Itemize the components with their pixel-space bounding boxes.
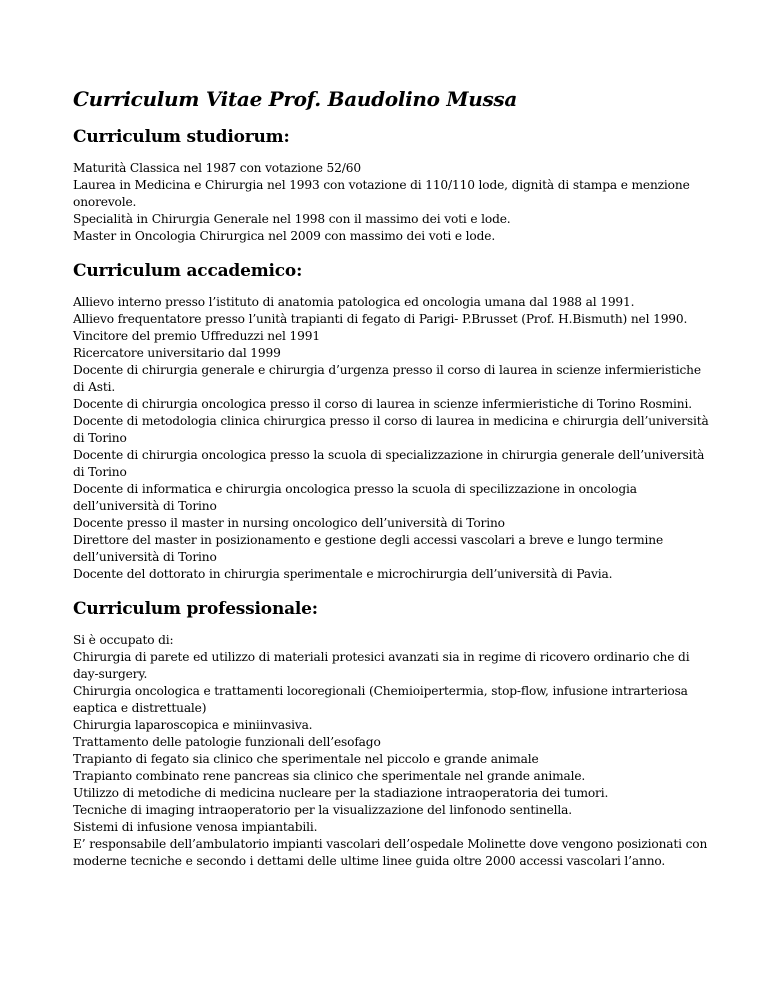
accademico-line: Docente di informatica e chirurgia oncologica presso la scuola di specilizzazione in oncologia dell’università di Torino xyxy=(73,482,637,513)
accademico-line: Vincitore del premio Uffreduzzi nel 1991 xyxy=(73,329,320,343)
accademico-line: Ricercatore universitario dal 1999 xyxy=(73,346,281,360)
accademico-line: Docente di chirurgia oncologica presso la scuola di specializzazione in chirurgia generale dell’università di Torino xyxy=(73,448,705,479)
section-professionale xyxy=(73,598,713,870)
professionale-line: Chirurgia di parete ed utilizzo di materiali protesici avanzati sia in regime di ricovero ordinario che di day-surgery. xyxy=(73,650,690,681)
accademico-line: Allievo frequentatore presso l’unità trapianti di fegato di Parigi- P.Brusset (Prof. H.Bismuth) nel 1990. xyxy=(73,312,688,326)
accademico-line: Docente presso il master in nursing oncologico dell’università di Torino xyxy=(73,516,505,530)
accademico-line: Docente di chirurgia oncologica presso il corso di laurea in scienze infermieristiche di Torino Rosmini. xyxy=(73,397,692,411)
section-studiorum xyxy=(73,126,713,245)
professionale-line: Utilizzo di metodiche di medicina nucleare per la stadiazione intraoperatoria dei tumori. xyxy=(73,786,609,800)
professionale-line: Trapianto di fegato sia clinico che sperimentale nel piccolo e grande animale xyxy=(73,752,539,766)
accademico-line: Docente del dottorato in chirurgia sperimentale e microchirurgia dell’università di Pavia. xyxy=(73,567,613,581)
section-heading-studiorum: Curriculum studiorum: xyxy=(73,127,290,147)
studiorum-line: Laurea in Medicina e Chirurgia nel 1993 con votazione di 110/110 lode, dignità di stampa e menzione onorevole. xyxy=(73,178,690,209)
studiorum-line: Specialità in Chirurgia Generale nel 1998 con il massimo dei voti e lode. xyxy=(73,212,511,226)
professionale-line: Si è occupato di: xyxy=(73,633,174,647)
professionale-line: Tecniche di imaging intraoperatorio per la visualizzazione del linfonodo sentinella. xyxy=(73,803,572,817)
professionale-line: Sistemi di infusione venosa impiantabili. xyxy=(73,820,318,834)
studiorum-line: Maturità Classica nel 1987 con votazione 52/60 xyxy=(73,161,361,175)
accademico-line: Allievo interno presso l’istituto di anatomia patologica ed oncologia umana dal 1988 al 1991. xyxy=(73,295,635,309)
accademico-line: Docente di chirurgia generale e chirurgia d’urgenza presso il corso di laurea in scienze infermieristiche di Asti. xyxy=(73,363,701,394)
section-heading-professionale: Curriculum professionale: xyxy=(73,599,318,619)
section-accademico xyxy=(73,260,713,583)
cv-page xyxy=(73,76,713,870)
professionale-line: Trapianto combinato rene pancreas sia clinico che sperimentale nel grande animale. xyxy=(73,769,586,783)
studiorum-line: Master in Oncologia Chirurgica nel 2009 con massimo dei voti e lode. xyxy=(73,229,496,243)
professionale-line: Chirurgia laparoscopica e miniinvasiva. xyxy=(73,718,313,732)
accademico-list xyxy=(73,294,713,583)
professionale-line: E’ responsabile dell’ambulatorio impianti vascolari dell’ospedale Molinette dove vengono posizionati con moderne tecniche e secondo i dettami delle ultime linee guida oltre 2000 accessi vascolari l’anno. xyxy=(73,837,708,868)
accademico-line: Direttore del master in posizionamento e gestione degli accessi vascolari a breve e lungo termine dell’università di Torino xyxy=(73,533,664,564)
document-title: Curriculum Vitae Prof. Baudolino Mussa xyxy=(73,87,518,111)
professionale-list xyxy=(73,632,713,870)
accademico-line: Docente di metodologia clinica chirurgica presso il corso di laurea in medicina e chirurgia dell’università di Torino xyxy=(73,414,709,445)
professionale-line: Chirurgia oncologica e trattamenti locoregionali (Chemioipertermia, stop-flow, infusione intrarteriosa eaptica e distrettuale) xyxy=(73,684,688,715)
section-heading-accademico: Curriculum accademico: xyxy=(73,261,303,281)
professionale-line: Trattamento delle patologie funzionali dell’esofago xyxy=(73,735,381,749)
studiorum-list xyxy=(73,160,713,245)
